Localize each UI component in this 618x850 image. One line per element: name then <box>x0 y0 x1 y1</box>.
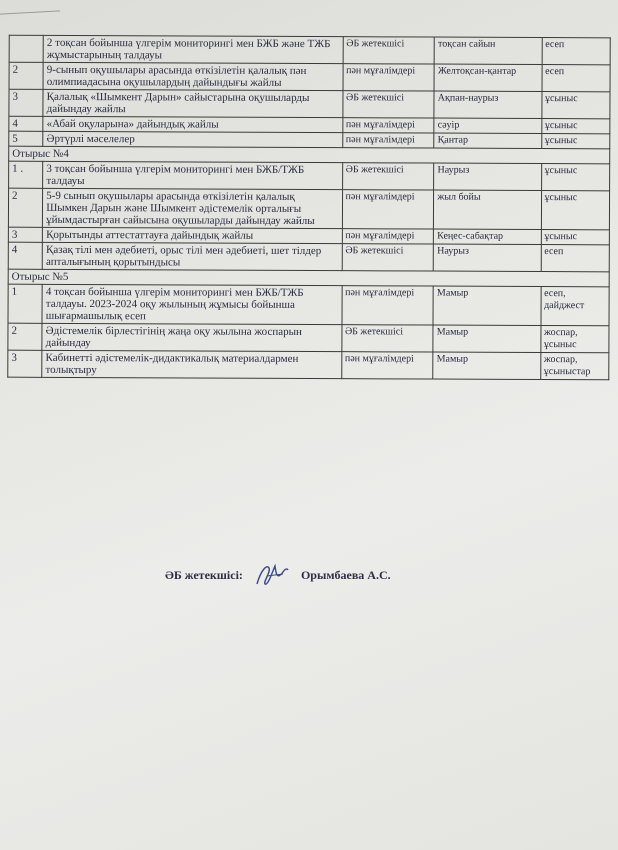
signature-block <box>165 560 391 590</box>
row-deadline: Желтоқсан-қантар <box>434 64 541 91</box>
row-deadline: Ақпан-наурыз <box>434 91 541 118</box>
row-deadline: жыл бойы <box>434 190 541 229</box>
row-deadline: Кеңес-сабақтар <box>434 229 541 244</box>
table-row <box>9 161 610 191</box>
row-number: 1 . <box>9 161 43 188</box>
row-output-form: ұсыныс <box>541 191 610 230</box>
table-row <box>8 323 609 353</box>
row-number: 4 <box>9 116 43 131</box>
row-topic: 5-9 сынып оқушылары арасында өткізілетін қалалық Шымкен Дарын және Шымкент әдістемелік орталығы ұйымдастырған сайысына оқушыларды дайындау жайлы <box>43 188 342 228</box>
row-responsible: пән мұғалімдері <box>341 352 433 379</box>
row-deadline: Қантар <box>434 133 541 148</box>
row-deadline: Мамыр <box>433 286 540 325</box>
row-responsible: ӘБ жетекшісі <box>343 37 435 64</box>
row-number: 1 <box>8 284 42 323</box>
row-output-form: ұсыныс <box>541 134 610 149</box>
row-number: 3 <box>9 89 43 116</box>
row-deadline: Мамыр <box>433 352 540 379</box>
section-title: Отырыс №4 <box>9 146 610 164</box>
table-row <box>9 89 610 119</box>
row-topic: 4 тоқсан бойынша үлгерім мониторингі мен БЖБ/ТЖБ талдауы. 2023-2024 оқу жылының жұмысы бойынша шығармашылық есеп <box>42 284 341 324</box>
row-number: 3 <box>8 227 42 242</box>
row-topic: Қазақ тілі мен әдебиеті, орыс тілі мен әдебиеті, шет тілдер апталығының қорытындысы <box>42 242 341 270</box>
row-output-form: жоспар, ұсыныс <box>540 326 609 353</box>
row-number: 2 <box>8 323 42 350</box>
table-row <box>8 242 609 272</box>
row-topic: 9-сынып оқушылары арасында өткізілетін қалалық пән олимпиадасына оқушылардың дайындығы жайлы <box>43 62 342 90</box>
row-responsible: пән мұғалімдері <box>342 133 434 148</box>
row-topic: Әдістемелік бірлестігінің жаңа оқу жылына жоспарын дайындау <box>42 323 341 351</box>
signature-name: Орымбаева А.С. <box>300 567 391 582</box>
row-number: 5 <box>9 131 43 146</box>
row-responsible: пән мұғалімдері <box>342 286 434 325</box>
row-number <box>9 35 43 62</box>
row-topic: Кабинетті әдістемелік-дидактикалық материалдармен толықтыру <box>42 350 341 378</box>
row-deadline: сәуір <box>434 118 541 133</box>
row-responsible: пән мұғалімдері <box>342 118 434 133</box>
row-output-form: есеп <box>541 245 610 272</box>
row-number: 4 <box>8 242 42 269</box>
row-output-form: ұсыныс <box>541 164 610 191</box>
row-topic: 3 тоқсан бойынша үлгерім мониторингі мен БЖБ/ТЖБ талдауы <box>43 161 342 189</box>
row-responsible: пән мұғалімдері <box>342 229 434 244</box>
table-row <box>9 35 610 65</box>
row-output-form: есеп, дайджест <box>540 287 609 326</box>
row-topic: Қалалық «Шымкент Дарын» сайыстарына оқушыларды дайындау жайлы <box>43 89 342 117</box>
table-row <box>8 284 609 326</box>
row-output-form: есеп <box>542 38 611 65</box>
row-output-form: есеп <box>542 65 611 92</box>
row-responsible: пән мұғалімдері <box>342 190 434 229</box>
row-topic: «Абай оқуларына» дайындық жайлы <box>43 116 342 132</box>
handwritten-signature <box>253 560 291 590</box>
row-output-form: ұсыныс <box>541 119 610 134</box>
row-responsible: ӘБ жетекшісі <box>342 244 434 271</box>
table-row <box>9 62 610 92</box>
row-responsible: ӘБ жетекшісі <box>342 91 434 118</box>
row-deadline: тоқсан сайын <box>434 37 541 64</box>
row-topic: Әртүрлі мәселелер <box>43 131 342 147</box>
row-topic: Қорытынды аттестаттауға дайындық жайлы <box>43 227 342 243</box>
row-topic: 2 тоқсан бойынша үлгерім мониторингі мен БЖБ және ТЖБ жұмыстарының талдауы <box>43 35 342 63</box>
row-number: 2 <box>8 188 42 227</box>
signature-label: ӘБ жетекшісі: <box>165 567 243 582</box>
row-output-form: ұсыныс <box>541 230 610 245</box>
row-responsible: пән мұғалімдері <box>343 64 435 91</box>
row-output-form: ұсыныс <box>541 92 610 119</box>
row-responsible: ӘБ жетекшісі <box>342 163 434 190</box>
torn-edge <box>0 0 60 15</box>
row-number: 2 <box>9 62 43 89</box>
row-output-form: жоспар, ұсыныстар <box>540 353 609 380</box>
table-row <box>8 350 609 380</box>
table-row <box>8 188 609 230</box>
row-deadline: Наурыз <box>434 163 541 190</box>
row-number: 3 <box>8 350 42 377</box>
plan-table <box>7 35 610 381</box>
row-deadline: Наурыз <box>434 244 541 271</box>
row-responsible: ӘБ жетекшісі <box>341 325 433 352</box>
section-title: Отырыс №5 <box>8 269 609 287</box>
plan-table-body <box>8 35 610 380</box>
row-deadline: Мамыр <box>433 325 540 352</box>
